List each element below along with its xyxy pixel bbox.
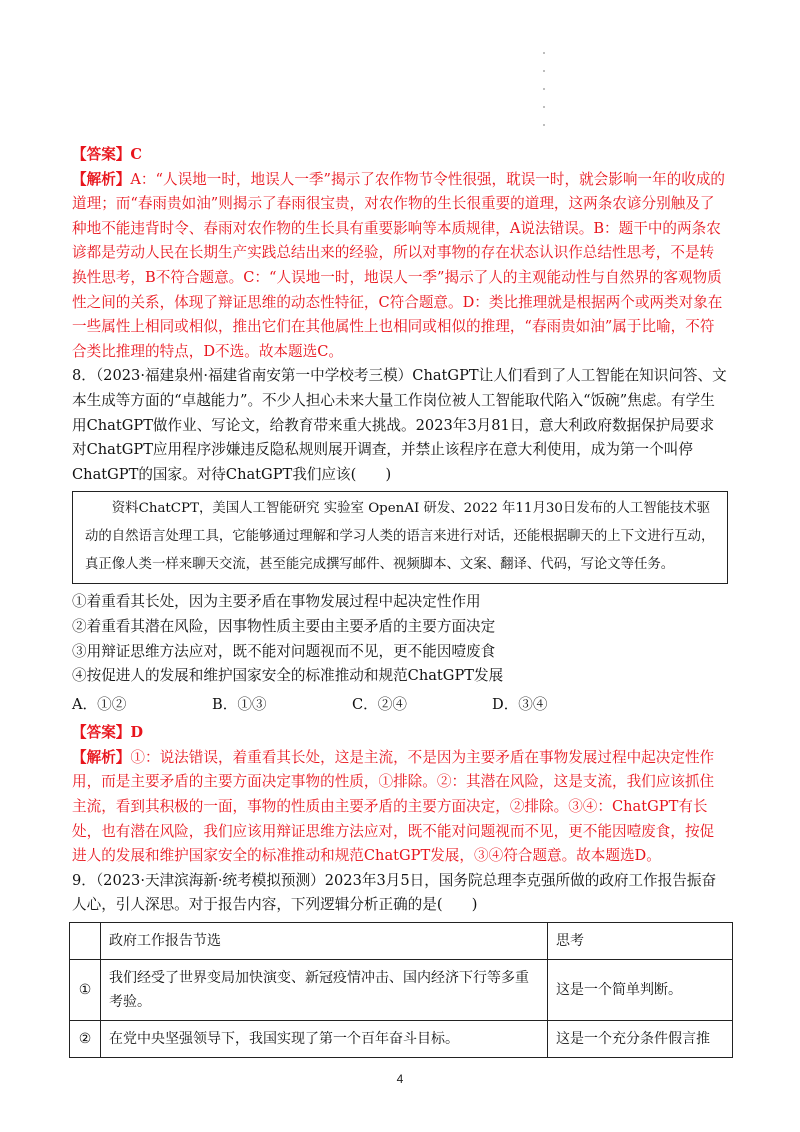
table-row bbox=[70, 1021, 733, 1058]
table-cell: 在党中央坚强领导下，我国实现了第一个百年奋斗目标。 bbox=[101, 1021, 548, 1058]
answer-q7: 【答案】C bbox=[72, 146, 142, 163]
explanation-text: ①：说法错误，着重看其长处，这是主流，不是因为主要矛盾在事物发展过程中起决定性作用，而是主要矛盾的主要方面决定事物的性质，①排除。②：其潜在风险，这是支流，我们应该抓住主流，看到其积极的一面，事物的性质由主要矛盾的主要方面决定，②排除。③④：ChatGPT有长处，也有潜在风险，我们应该用辩证思维方法应对，既不能对问题视而不见，更不能因噎废食，按促进人的发展和维护国家安全的标准推动和规范ChatGPT发展，③④符合题意。故本题选D。 bbox=[72, 748, 715, 865]
table-cell bbox=[70, 923, 101, 960]
table-cell: ① bbox=[70, 960, 101, 1021]
table-cell: 这是一个充分条件假言推 bbox=[548, 1021, 733, 1058]
choice-d: D．③④ bbox=[492, 695, 548, 713]
q8-option-4: ④按促进人的发展和维护国家安全的标准推动和规范ChatGPT发展 bbox=[72, 667, 504, 685]
table-cell: 我们经受了世界变局加快演变、新冠疫情冲击、国内经济下行等多重考验。 bbox=[101, 960, 548, 1021]
question-8-stem: 8．（2023·福建泉州·福建省南安第一中学校考三模）ChatGPT让人们看到了人工智能在知识问答、文本生成等方面的“卓越能力”。不少人担心未来大量工作岗位被人工智能取代陷入“饭碗”焦虑。有学生用ChatGPT做作业、写论文，给教育带来重大挑战。2023年3月81日，意大利政府数据保护局要求对ChatGPT应用程序涉嫌违反隐私规则展开调查，并禁止该程序在意大利使用，成为第一个叫停ChatGPT的国家。对待ChatGPT我们应该( ) bbox=[72, 367, 727, 483]
page-content bbox=[72, 143, 728, 1058]
margin-dots bbox=[543, 52, 547, 142]
table-cell: ② bbox=[70, 1021, 101, 1058]
page-number: 4 bbox=[396, 1072, 404, 1086]
choice-a: A．①② bbox=[72, 695, 127, 713]
q8-option-3: ③用辩证思维方法应对，既不能对问题视而不见，更不能因噎废食 bbox=[72, 642, 496, 660]
q8-option-1: ①着重看其长处，因为主要矛盾在事物发展过程中起决定性作用 bbox=[72, 593, 481, 611]
q8-choices bbox=[72, 693, 728, 718]
material-box bbox=[72, 491, 728, 584]
table-cell: 这是一个简单判断。 bbox=[548, 960, 733, 1021]
explanation-q8 bbox=[72, 746, 728, 869]
table-header-cell: 思考 bbox=[548, 923, 733, 960]
choice-c: C．②④ bbox=[352, 695, 407, 713]
answer-q8: 【答案】D bbox=[72, 724, 144, 742]
choice-b: B．①③ bbox=[212, 695, 267, 713]
material-text: 资料ChatCPT，美国人工智能研究 实验室 OpenAI 研发、2022 年11月30日发布的人工智能技术驱动的自然语言处理工具，它能够通过理解和学习人类的语言来进行对话，还能根据聊天的上下文进行互动，真正像人类一样来聊天交流，甚至能完成撰写邮件、视频脚本、文案、翻译、代码，写论文等任务。 bbox=[85, 501, 715, 573]
explanation-label: 【解析】 bbox=[72, 170, 131, 188]
q9-table bbox=[69, 922, 733, 1058]
table-header-row bbox=[70, 923, 733, 960]
q8-option-2: ②着重看其潜在风险，因事物性质主要由主要矛盾的主要方面决定 bbox=[72, 617, 496, 635]
table-row bbox=[70, 960, 733, 1021]
explanation-label: 【解析】 bbox=[72, 748, 131, 766]
table-header-cell: 政府工作报告节选 bbox=[101, 923, 548, 960]
explanation-text: A：“人误地一时，地误人一季”揭示了农作物节令性很强，耽误一时，就会影响一年的收成的道理；而“春雨贵如油”则揭示了春雨很宝贵，对农作物的生长很重要的道理，这两条农谚分别触及了种地不能违背时令、春雨对农作物的生长具有重要影响等本质规律，A说法错误。B：题干中的两条农谚都是劳动人民在长期生产实践总结出来的经验，所以对事物的存在状态认识作总结性思考，不是转换性思考，B不符合题意。C：“人误地一时，地误人一季”揭示了人的主观能动性与自然界的客观物质性之间的关系，体现了辩证思维的动态性特征，C符合题意。D：类比推理就是根据两个或两类对象在一些属性上相同或相似，推出它们在其他属性上也相同或相似的推理，“春雨贵如油”属于比喻，不符合类比推理的特点，D不选。故本题选C。 bbox=[72, 170, 726, 360]
explanation-q7 bbox=[72, 168, 728, 365]
question-9-stem: 9．（2023·天津滨海新·统考模拟预测）2023年3月5日，国务院总理李克强所做的政府工作报告振奋人心，引人深思。对于报告内容，下列逻辑分析正确的是( ) bbox=[72, 871, 717, 914]
